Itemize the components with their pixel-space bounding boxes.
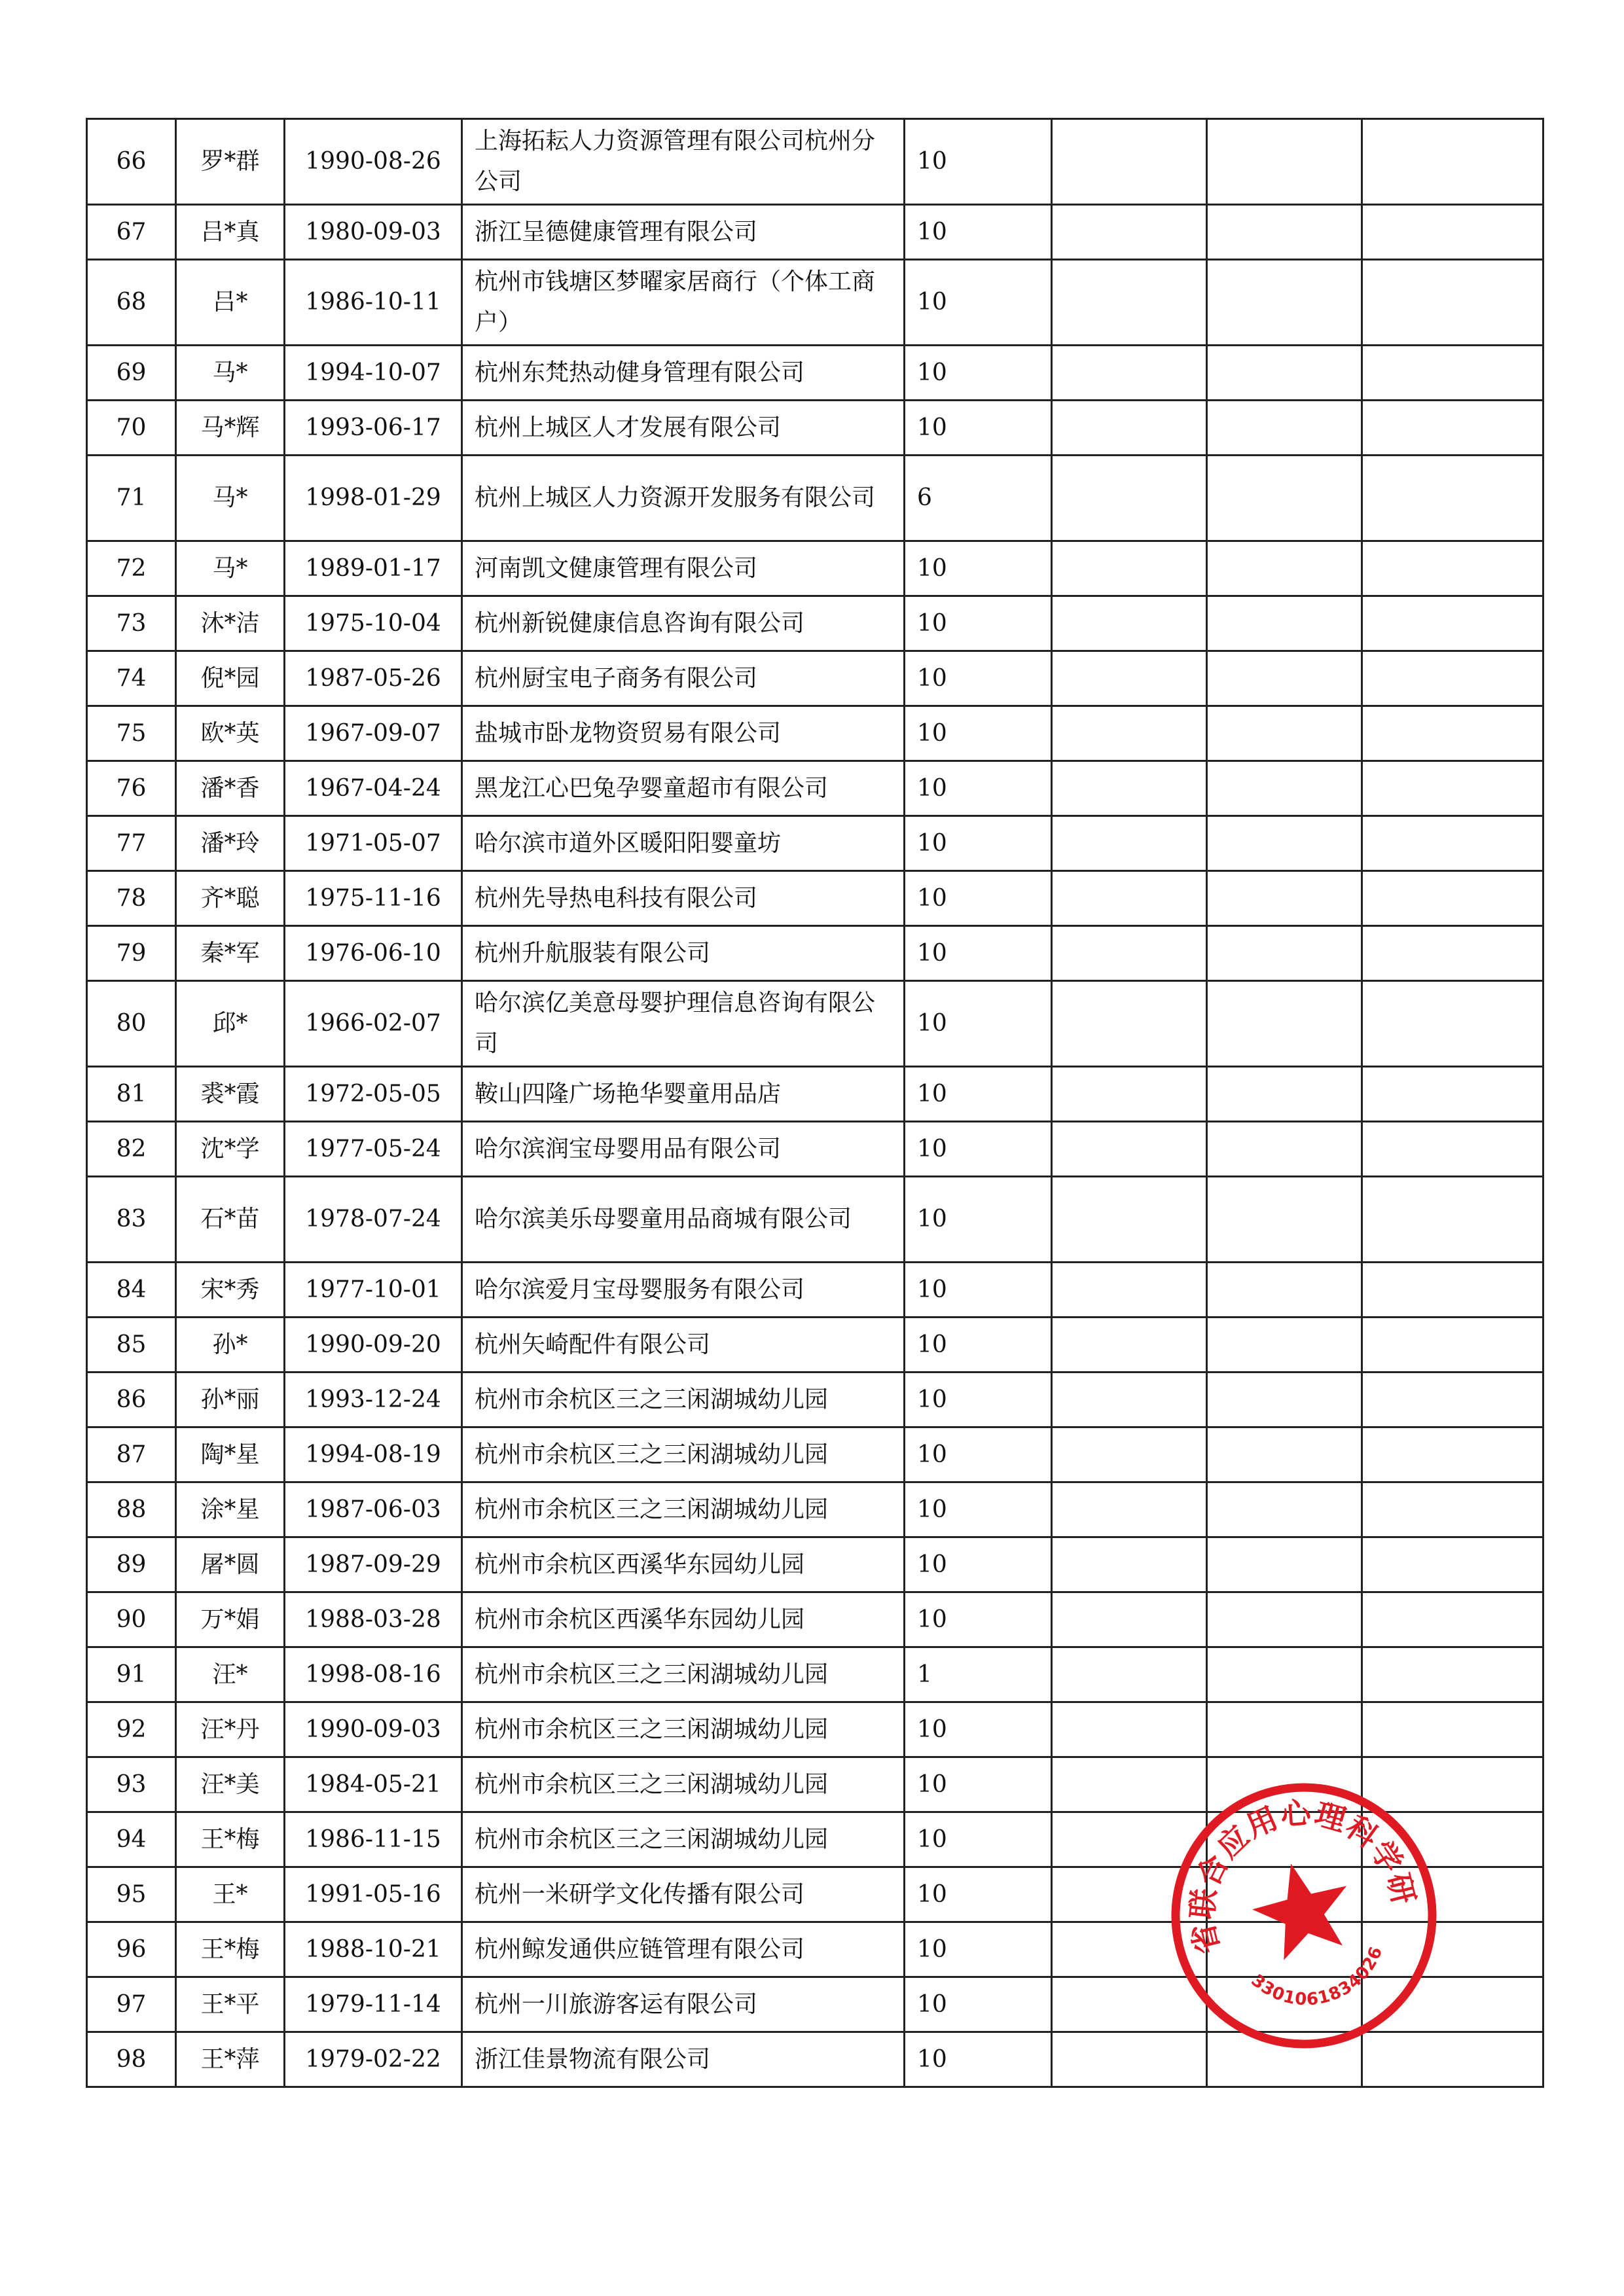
row-number-cell: 94 xyxy=(87,1812,176,1867)
organization-cell: 鞍山四隆广场艳华婴童用品店 xyxy=(462,1067,905,1122)
row-number-cell: 76 xyxy=(87,761,176,816)
table-row xyxy=(87,816,1543,871)
row-number-cell: 95 xyxy=(87,1867,176,1922)
table-row xyxy=(87,346,1543,401)
row-number-cell: 75 xyxy=(87,706,176,761)
empty-cell xyxy=(1052,1067,1207,1122)
name-cell: 汪*丹 xyxy=(176,1702,285,1757)
empty-cell xyxy=(1207,816,1362,871)
birth-date-cell: 1975-11-16 xyxy=(285,871,462,926)
empty-cell xyxy=(1362,346,1543,401)
row-number-cell: 98 xyxy=(87,2032,176,2087)
birth-date-cell: 1994-08-19 xyxy=(285,1427,462,1482)
birth-date-cell: 1972-05-05 xyxy=(285,1067,462,1122)
birth-date-cell: 1993-12-24 xyxy=(285,1372,462,1427)
birth-date-cell: 1998-08-16 xyxy=(285,1647,462,1702)
table-row xyxy=(87,260,1543,346)
organization-cell: 杭州市余杭区三之三闲湖城幼儿园 xyxy=(462,1757,905,1812)
score-cell: 10 xyxy=(905,401,1052,456)
row-number-cell: 92 xyxy=(87,1702,176,1757)
name-cell: 汪*美 xyxy=(176,1757,285,1812)
empty-cell xyxy=(1207,1067,1362,1122)
birth-date-cell: 1977-10-01 xyxy=(285,1263,462,1318)
score-cell: 10 xyxy=(905,1757,1052,1812)
organization-cell: 杭州市余杭区三之三闲湖城幼儿园 xyxy=(462,1702,905,1757)
empty-cell xyxy=(1207,1318,1362,1372)
name-cell: 沐*洁 xyxy=(176,596,285,651)
score-cell: 10 xyxy=(905,346,1052,401)
name-cell: 吕*真 xyxy=(176,205,285,260)
organization-cell: 杭州市钱塘区梦曜家居商行（个体工商户） xyxy=(462,260,905,346)
empty-cell xyxy=(1052,1702,1207,1757)
name-cell: 沈*学 xyxy=(176,1122,285,1177)
empty-cell xyxy=(1362,871,1543,926)
empty-cell xyxy=(1052,541,1207,596)
table-row xyxy=(87,1427,1543,1482)
row-number-cell: 83 xyxy=(87,1177,176,1263)
name-cell: 屠*圆 xyxy=(176,1537,285,1592)
row-number-cell: 82 xyxy=(87,1122,176,1177)
empty-cell xyxy=(1207,260,1362,346)
row-number-cell: 69 xyxy=(87,346,176,401)
score-cell: 10 xyxy=(905,541,1052,596)
birth-date-cell: 1990-09-03 xyxy=(285,1702,462,1757)
row-number-cell: 70 xyxy=(87,401,176,456)
empty-cell xyxy=(1362,1537,1543,1592)
row-number-cell: 89 xyxy=(87,1537,176,1592)
birth-date-cell: 1990-08-26 xyxy=(285,119,462,205)
table-row xyxy=(87,119,1543,205)
row-number-cell: 93 xyxy=(87,1757,176,1812)
empty-cell xyxy=(1207,119,1362,205)
empty-cell xyxy=(1052,926,1207,981)
score-cell: 10 xyxy=(905,205,1052,260)
name-cell: 石*苗 xyxy=(176,1177,285,1263)
empty-cell xyxy=(1362,1702,1543,1757)
name-cell: 潘*香 xyxy=(176,761,285,816)
empty-cell xyxy=(1052,1263,1207,1318)
empty-cell xyxy=(1052,761,1207,816)
row-number-cell: 87 xyxy=(87,1427,176,1482)
empty-cell xyxy=(1362,596,1543,651)
empty-cell xyxy=(1362,1177,1543,1263)
table-row xyxy=(87,541,1543,596)
row-number-cell: 85 xyxy=(87,1318,176,1372)
empty-cell xyxy=(1052,401,1207,456)
empty-cell xyxy=(1052,1122,1207,1177)
table-row xyxy=(87,981,1543,1067)
organization-cell: 杭州市余杭区西溪华东园幼儿园 xyxy=(462,1592,905,1647)
birth-date-cell: 1986-10-11 xyxy=(285,260,462,346)
organization-cell: 杭州先导热电科技有限公司 xyxy=(462,871,905,926)
empty-cell xyxy=(1207,456,1362,541)
birth-date-cell: 1991-05-16 xyxy=(285,1867,462,1922)
name-cell: 王*萍 xyxy=(176,2032,285,2087)
empty-cell xyxy=(1052,651,1207,706)
empty-cell xyxy=(1207,761,1362,816)
score-cell: 10 xyxy=(905,1592,1052,1647)
empty-cell xyxy=(1207,205,1362,260)
table-row xyxy=(87,1702,1543,1757)
empty-cell xyxy=(1052,1372,1207,1427)
organization-cell: 杭州一米研学文化传播有限公司 xyxy=(462,1867,905,1922)
birth-date-cell: 1993-06-17 xyxy=(285,401,462,456)
row-number-cell: 86 xyxy=(87,1372,176,1427)
empty-cell xyxy=(1052,1177,1207,1263)
name-cell: 邱* xyxy=(176,981,285,1067)
name-cell: 万*娟 xyxy=(176,1592,285,1647)
row-number-cell: 72 xyxy=(87,541,176,596)
table-row xyxy=(87,1318,1543,1372)
empty-cell xyxy=(1362,205,1543,260)
score-cell: 10 xyxy=(905,926,1052,981)
empty-cell xyxy=(1362,456,1543,541)
score-cell: 10 xyxy=(905,651,1052,706)
organization-cell: 盐城市卧龙物资贸易有限公司 xyxy=(462,706,905,761)
row-number-cell: 79 xyxy=(87,926,176,981)
birth-date-cell: 1990-09-20 xyxy=(285,1318,462,1372)
empty-cell xyxy=(1362,816,1543,871)
table-row xyxy=(87,706,1543,761)
empty-cell xyxy=(1362,1067,1543,1122)
score-cell: 10 xyxy=(905,1537,1052,1592)
name-cell: 王*梅 xyxy=(176,1922,285,1977)
table-row xyxy=(87,1067,1543,1122)
empty-cell xyxy=(1052,456,1207,541)
score-cell: 1 xyxy=(905,1647,1052,1702)
row-number-cell: 66 xyxy=(87,119,176,205)
table-row xyxy=(87,1122,1543,1177)
organization-cell: 杭州市余杭区三之三闲湖城幼儿园 xyxy=(462,1372,905,1427)
score-cell: 10 xyxy=(905,981,1052,1067)
empty-cell xyxy=(1052,119,1207,205)
score-cell: 10 xyxy=(905,1372,1052,1427)
birth-date-cell: 1988-03-28 xyxy=(285,1592,462,1647)
score-cell: 10 xyxy=(905,1263,1052,1318)
row-number-cell: 84 xyxy=(87,1263,176,1318)
birth-date-cell: 1998-01-29 xyxy=(285,456,462,541)
name-cell: 秦*军 xyxy=(176,926,285,981)
empty-cell xyxy=(1207,1537,1362,1592)
empty-cell xyxy=(1207,1122,1362,1177)
table-row xyxy=(87,1592,1543,1647)
empty-cell xyxy=(1052,1647,1207,1702)
empty-cell xyxy=(1362,1263,1543,1318)
row-number-cell: 78 xyxy=(87,871,176,926)
table-row xyxy=(87,1537,1543,1592)
empty-cell xyxy=(1362,1647,1543,1702)
birth-date-cell: 1987-05-26 xyxy=(285,651,462,706)
table-row xyxy=(87,926,1543,981)
birth-date-cell: 1989-01-17 xyxy=(285,541,462,596)
empty-cell xyxy=(1207,541,1362,596)
score-cell: 10 xyxy=(905,761,1052,816)
row-number-cell: 67 xyxy=(87,205,176,260)
empty-cell xyxy=(1052,981,1207,1067)
empty-cell xyxy=(1207,1372,1362,1427)
organization-cell: 杭州鲸发通供应链管理有限公司 xyxy=(462,1922,905,1977)
birth-date-cell: 1967-04-24 xyxy=(285,761,462,816)
organization-cell: 杭州市余杭区三之三闲湖城幼儿园 xyxy=(462,1647,905,1702)
row-number-cell: 81 xyxy=(87,1067,176,1122)
organization-cell: 上海拓耘人力资源管理有限公司杭州分公司 xyxy=(462,119,905,205)
table-row xyxy=(87,1177,1543,1263)
organization-cell: 黑龙江心巴兔孕婴童超市有限公司 xyxy=(462,761,905,816)
table-row xyxy=(87,596,1543,651)
empty-cell xyxy=(1207,926,1362,981)
row-number-cell: 73 xyxy=(87,596,176,651)
empty-cell xyxy=(1362,926,1543,981)
organization-cell: 杭州上城区人才发展有限公司 xyxy=(462,401,905,456)
empty-cell xyxy=(1052,1318,1207,1372)
name-cell: 涂*星 xyxy=(176,1482,285,1537)
organization-cell: 哈尔滨爱月宝母婴服务有限公司 xyxy=(462,1263,905,1318)
empty-cell xyxy=(1362,981,1543,1067)
empty-cell xyxy=(1207,1647,1362,1702)
empty-cell xyxy=(1207,1702,1362,1757)
seal-org-text: 浙江省联合应用心理科学研究院 xyxy=(1183,1795,1422,1958)
row-number-cell: 88 xyxy=(87,1482,176,1537)
empty-cell xyxy=(1362,706,1543,761)
name-cell: 汪* xyxy=(176,1647,285,1702)
name-cell: 倪*园 xyxy=(176,651,285,706)
empty-cell xyxy=(1052,706,1207,761)
empty-cell xyxy=(1362,1318,1543,1372)
name-cell: 罗*群 xyxy=(176,119,285,205)
empty-cell xyxy=(1362,651,1543,706)
organization-cell: 杭州市余杭区三之三闲湖城幼儿园 xyxy=(462,1482,905,1537)
table-row xyxy=(87,761,1543,816)
table-row xyxy=(87,871,1543,926)
official-seal xyxy=(1166,1778,1441,2053)
score-cell: 10 xyxy=(905,1122,1052,1177)
empty-cell xyxy=(1052,1482,1207,1537)
organization-cell: 杭州市余杭区西溪华东园幼儿园 xyxy=(462,1537,905,1592)
row-number-cell: 91 xyxy=(87,1647,176,1702)
empty-cell xyxy=(1207,1177,1362,1263)
empty-cell xyxy=(1052,260,1207,346)
table-row xyxy=(87,401,1543,456)
score-cell: 6 xyxy=(905,456,1052,541)
birth-date-cell: 1994-10-07 xyxy=(285,346,462,401)
score-cell: 10 xyxy=(905,1867,1052,1922)
name-cell: 马* xyxy=(176,456,285,541)
score-cell: 10 xyxy=(905,2032,1052,2087)
empty-cell xyxy=(1362,541,1543,596)
birth-date-cell: 1975-10-04 xyxy=(285,596,462,651)
seal-star xyxy=(1244,1852,1360,1964)
score-cell: 10 xyxy=(905,596,1052,651)
table-row xyxy=(87,651,1543,706)
empty-cell xyxy=(1207,1482,1362,1537)
organization-cell: 哈尔滨亿美意母婴护理信息咨询有限公司 xyxy=(462,981,905,1067)
score-cell: 10 xyxy=(905,1427,1052,1482)
empty-cell xyxy=(1052,596,1207,651)
row-number-cell: 71 xyxy=(87,456,176,541)
organization-cell: 杭州市余杭区三之三闲湖城幼儿园 xyxy=(462,1812,905,1867)
empty-cell xyxy=(1052,346,1207,401)
seal-code-text: 3301061834026 xyxy=(1247,1943,1387,2010)
score-cell: 10 xyxy=(905,816,1052,871)
birth-date-cell: 1976-06-10 xyxy=(285,926,462,981)
table-row xyxy=(87,456,1543,541)
empty-cell xyxy=(1207,1263,1362,1318)
score-cell: 10 xyxy=(905,871,1052,926)
organization-cell: 哈尔滨美乐母婴童用品商城有限公司 xyxy=(462,1177,905,1263)
name-cell: 马* xyxy=(176,346,285,401)
birth-date-cell: 1986-11-15 xyxy=(285,1812,462,1867)
birth-date-cell: 1988-10-21 xyxy=(285,1922,462,1977)
row-number-cell: 74 xyxy=(87,651,176,706)
empty-cell xyxy=(1207,1592,1362,1647)
name-cell: 齐*聪 xyxy=(176,871,285,926)
name-cell: 王*梅 xyxy=(176,1812,285,1867)
name-cell: 王*平 xyxy=(176,1977,285,2032)
score-cell: 10 xyxy=(905,1922,1052,1977)
empty-cell xyxy=(1362,1592,1543,1647)
empty-cell xyxy=(1207,401,1362,456)
empty-cell xyxy=(1207,346,1362,401)
birth-date-cell: 1980-09-03 xyxy=(285,205,462,260)
empty-cell xyxy=(1362,1427,1543,1482)
score-cell: 10 xyxy=(905,1482,1052,1537)
empty-cell xyxy=(1362,119,1543,205)
empty-cell xyxy=(1052,1427,1207,1482)
score-cell: 10 xyxy=(905,1977,1052,2032)
empty-cell xyxy=(1207,706,1362,761)
name-cell: 潘*玲 xyxy=(176,816,285,871)
empty-cell xyxy=(1052,205,1207,260)
row-number-cell: 97 xyxy=(87,1977,176,2032)
name-cell: 裘*霞 xyxy=(176,1067,285,1122)
score-cell: 10 xyxy=(905,119,1052,205)
organization-cell: 浙江佳景物流有限公司 xyxy=(462,2032,905,2087)
row-number-cell: 90 xyxy=(87,1592,176,1647)
table-row xyxy=(87,1372,1543,1427)
row-number-cell: 96 xyxy=(87,1922,176,1977)
table-row xyxy=(87,1263,1543,1318)
birth-date-cell: 1979-11-14 xyxy=(285,1977,462,2032)
organization-cell: 河南凯文健康管理有限公司 xyxy=(462,541,905,596)
score-cell: 10 xyxy=(905,1177,1052,1263)
birth-date-cell: 1979-02-22 xyxy=(285,2032,462,2087)
score-cell: 10 xyxy=(905,1067,1052,1122)
empty-cell xyxy=(1052,871,1207,926)
name-cell: 孙* xyxy=(176,1318,285,1372)
organization-cell: 杭州上城区人力资源开发服务有限公司 xyxy=(462,456,905,541)
table-row xyxy=(87,205,1543,260)
empty-cell xyxy=(1052,1537,1207,1592)
score-cell: 10 xyxy=(905,260,1052,346)
birth-date-cell: 1978-07-24 xyxy=(285,1177,462,1263)
organization-cell: 杭州升航服装有限公司 xyxy=(462,926,905,981)
empty-cell xyxy=(1362,761,1543,816)
empty-cell xyxy=(1362,1372,1543,1427)
row-number-cell: 68 xyxy=(87,260,176,346)
organization-cell: 哈尔滨市道外区暖阳阳婴童坊 xyxy=(462,816,905,871)
table-row xyxy=(87,1482,1543,1537)
birth-date-cell: 1977-05-24 xyxy=(285,1122,462,1177)
birth-date-cell: 1987-06-03 xyxy=(285,1482,462,1537)
empty-cell xyxy=(1362,1482,1543,1537)
row-number-cell: 77 xyxy=(87,816,176,871)
score-cell: 10 xyxy=(905,1318,1052,1372)
birth-date-cell: 1984-05-21 xyxy=(285,1757,462,1812)
empty-cell xyxy=(1052,1592,1207,1647)
table-row xyxy=(87,1647,1543,1702)
empty-cell xyxy=(1207,981,1362,1067)
empty-cell xyxy=(1362,260,1543,346)
name-cell: 陶*星 xyxy=(176,1427,285,1482)
name-cell: 吕* xyxy=(176,260,285,346)
name-cell: 孙*丽 xyxy=(176,1372,285,1427)
row-number-cell: 80 xyxy=(87,981,176,1067)
organization-cell: 杭州厨宝电子商务有限公司 xyxy=(462,651,905,706)
name-cell: 马* xyxy=(176,541,285,596)
score-cell: 10 xyxy=(905,1702,1052,1757)
birth-date-cell: 1971-05-07 xyxy=(285,816,462,871)
birth-date-cell: 1966-02-07 xyxy=(285,981,462,1067)
empty-cell xyxy=(1207,596,1362,651)
empty-cell xyxy=(1052,816,1207,871)
organization-cell: 杭州矢崎配件有限公司 xyxy=(462,1318,905,1372)
score-cell: 10 xyxy=(905,706,1052,761)
organization-cell: 杭州新锐健康信息咨询有限公司 xyxy=(462,596,905,651)
score-cell: 10 xyxy=(905,1812,1052,1867)
organization-cell: 浙江呈德健康管理有限公司 xyxy=(462,205,905,260)
name-cell: 马*辉 xyxy=(176,401,285,456)
name-cell: 宋*秀 xyxy=(176,1263,285,1318)
name-cell: 王* xyxy=(176,1867,285,1922)
organization-cell: 杭州一川旅游客运有限公司 xyxy=(462,1977,905,2032)
name-cell: 欧*英 xyxy=(176,706,285,761)
organization-cell: 哈尔滨润宝母婴用品有限公司 xyxy=(462,1122,905,1177)
organization-cell: 杭州东梵热动健身管理有限公司 xyxy=(462,346,905,401)
birth-date-cell: 1987-09-29 xyxy=(285,1537,462,1592)
empty-cell xyxy=(1207,651,1362,706)
birth-date-cell: 1967-09-07 xyxy=(285,706,462,761)
empty-cell xyxy=(1362,401,1543,456)
empty-cell xyxy=(1207,871,1362,926)
organization-cell: 杭州市余杭区三之三闲湖城幼儿园 xyxy=(462,1427,905,1482)
empty-cell xyxy=(1362,1122,1543,1177)
empty-cell xyxy=(1207,1427,1362,1482)
